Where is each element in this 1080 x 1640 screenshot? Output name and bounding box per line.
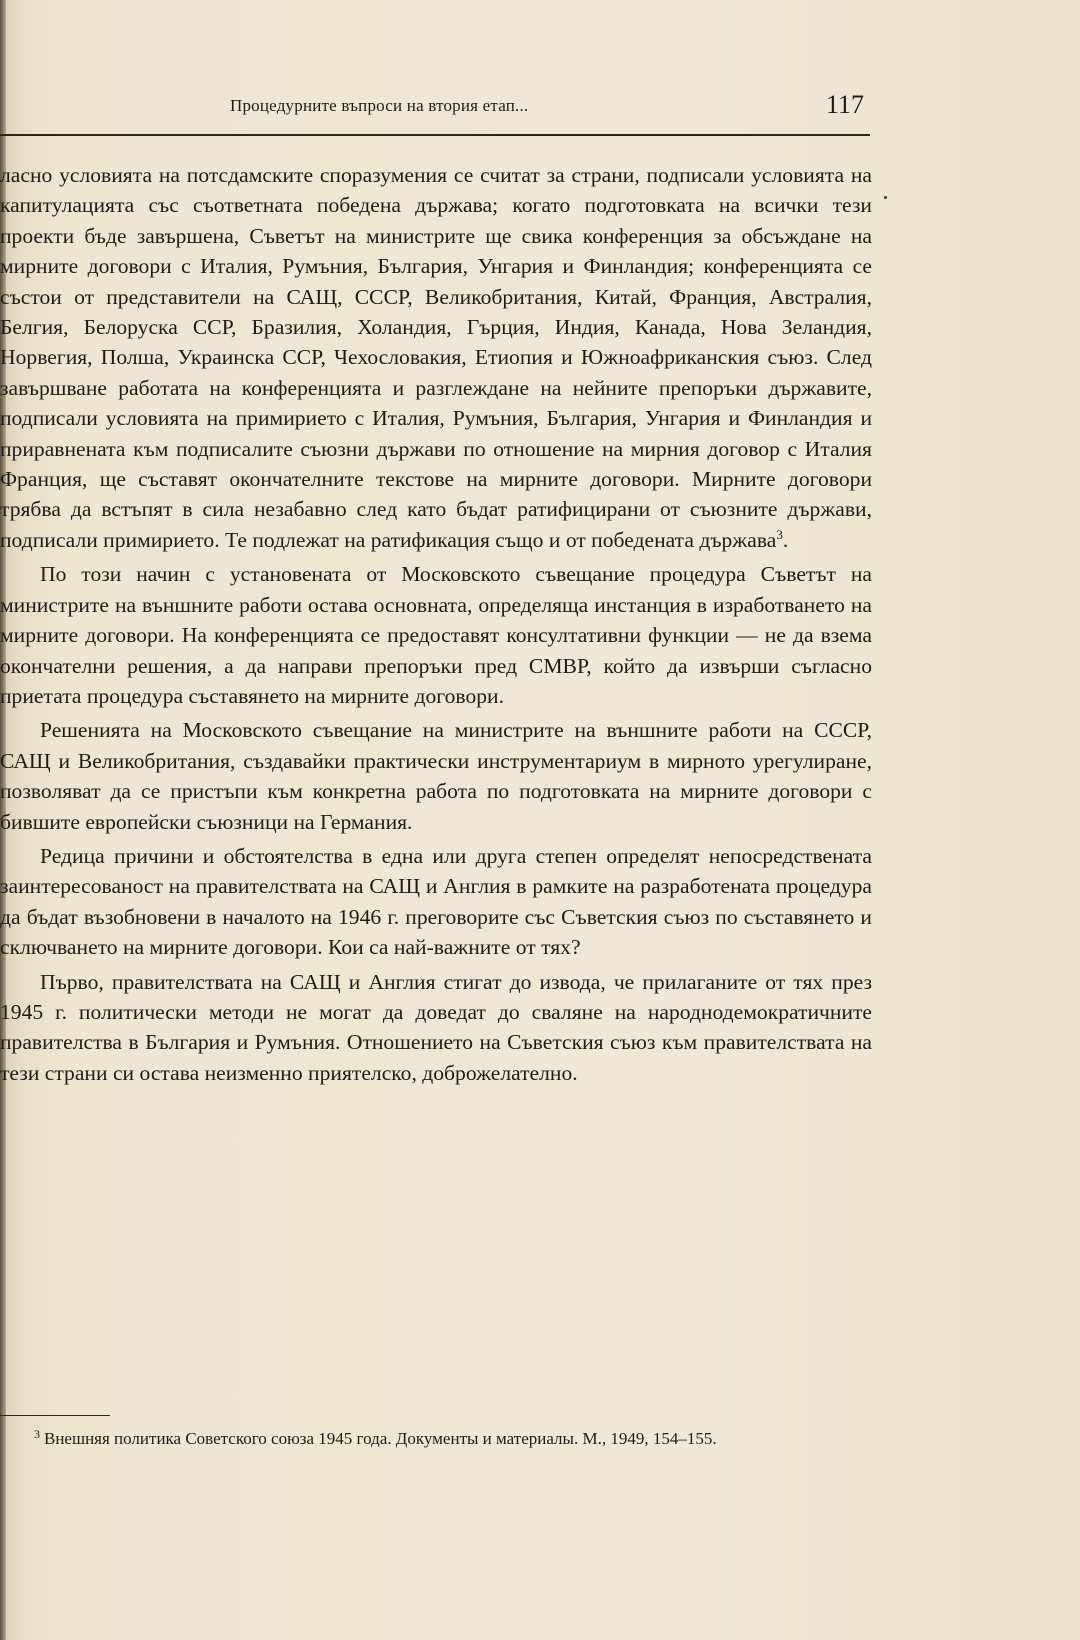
footnote [0, 1428, 860, 1451]
page-header [0, 90, 872, 136]
footnote-number: 3 [34, 1427, 40, 1441]
margin-mark [884, 196, 887, 199]
paragraph-2: По този начин с установената от Московското съвещание процедура Съветът на министрите на външните работи остава основната, определяща инстанция в изработването на мирните договори. На конференцията се предоставят консултативни функции — не да взема окончателни решения, а да направи препоръки пред СМВР, който да извърши съгласно приетата процедура съставянето на мирните договори. [0, 562, 872, 708]
page-number: 117 [826, 90, 865, 119]
footnote-rule [0, 1415, 110, 1416]
header-rule [0, 134, 870, 136]
footnote-text: Внешняя политика Советского союза 1945 года. Документы и материалы. М., 1949, 154–155. [44, 1429, 717, 1448]
paragraph-3: Решенията на Московското съвещание на министрите на външните работи на СССР, САЩ и Великобритания, създавайки практически инструментариум в мирното урегулиране, позволяват да се пристъпи към конкретна работа по подготовката на мирните договори с бившите европейски съюзници на Германия. [0, 718, 872, 834]
body-text [0, 160, 872, 1092]
running-title: Процедурните въпроси на втория етап... [230, 96, 529, 115]
paragraph-1: ласно условията на потсдамските споразумения се считат за страни, подписали условията на капитулацията със съответната победена държава; когато подготовката на всички тези проекти бъде завършена, Съветът на министрите ще свика конференция за обсъждане на мирните договори с Италия, Румъния, България, Унгария и Финландия; конференцията се състои от представители на САЩ, СССР, Великобритания, Китай, Франция, Австралия, Белгия, Белоруска ССР, Бразилия, Холандия, Гърция, Индия, Канада, Нова Зеландия, Норвегия, Полша, Украинска ССР, Чехословакия, Етиопия и Южноафриканския съюз. След завършване работата на конференцията и разглеждане на нейните препоръки държавите, подписали условията на примирието с Италия, Румъния, България, Унгария и Финландия и приравнената към подписалите съюзни държави по отношение на мирния договор с Италия Франция, ще съставят окончателните текстове на мирните договори. Мирните договори трябва да встъпят в сила незабавно след като бъдат ратифицирани от съюзните държави, подписали примирието. Те подлежат на ратификация също и от победената държава$^3$. [0, 163, 872, 552]
paragraph-1-text: ласно условията на потсдамските споразумения се считат за страни, подписали условията на капитулацията със съответната победена държава; когато подготовката на всички тези проекти бъде завършена, Съветът на министрите ще свика конференция за обсъждане на мирните договори с Италия, Румъния, България, Унгария и Финландия; конференцията се състои от представители на САЩ, СССР, Великобритания, Китай, Франция, Австралия, Белгия, Белоруска ССР, Бразилия, Холандия, Гърция, Индия, Канада, Нова Зеландия, Норвегия, Полша, Украинска ССР, Чехословакия, Етиопия и Южноафриканския съюз. След завършване работата на конференцията и разглеждане на нейните препоръки държавите, подписали условията на примирието с Италия, Румъния, България, Унгария и Финландия и приравнената към подписалите съюзни държави по отношение на мирния договор с Италия Франция, ще съставят окончателните текстове на мирните договори. Мирните договори трябва да встъпят в сила незабавно след като бъдат ратифицирани от съюзните държави, подписали примирието. Те подлежат на ратификация също и от победената държава [0, 163, 872, 552]
paragraph-5: Първо, правителствата на САЩ и Англия стигат до извода, че прилаганите от тях през 1945 г. политически методи не могат да доведат до сваляне на народнодемократичните правителства в България и Румъния. Отношението на Съветския съюз към правителствата на тези страни си остава неизменно приятелско, доброжелателно. [0, 969, 872, 1085]
paragraph-4: Редица причини и обстоятелства в една или друга степен определят непосредствената заинтересованост на правителствата на САЩ и Англия в рамките на разработената процедура да бъдат възобновени в началото на 1946 г. преговорите със Съветския съюз по съставянето и сключването на мирните договори. Кои са най-важните от тях? [0, 843, 872, 960]
footnote-reference[interactable]: 3 [776, 526, 783, 542]
